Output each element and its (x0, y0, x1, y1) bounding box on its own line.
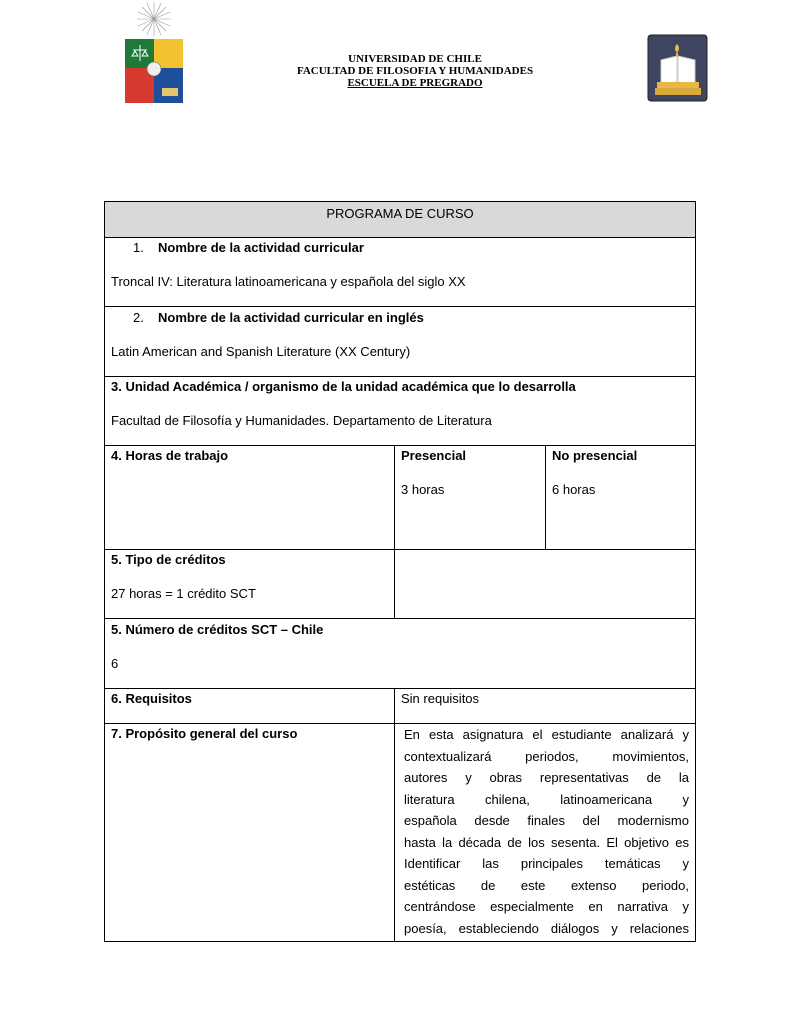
presencial-label: Presencial (401, 448, 467, 463)
section-7-label: 7. Propósito general del curso (111, 726, 298, 741)
section-3-value: Facultad de Filosofía y Humanidades. Departamento de Literatura (111, 413, 492, 428)
section-6-value: Sin requisitos (401, 691, 480, 706)
faculty-logo (647, 34, 709, 104)
section-7-label-cell (104, 723, 395, 942)
presencial-value: 3 horas (401, 482, 445, 497)
no-presencial-value: 6 horas (552, 482, 596, 497)
section-1-label: Nombre de la actividad curricular (158, 240, 364, 255)
section-1-number: 1. (133, 240, 144, 255)
paragraph-line: centrándose especialmente en narrativa y (404, 899, 689, 914)
section-2-value: Latin American and Spanish Literature (XX Century) (111, 344, 411, 359)
paragraph-line: Identificar las principales temáticas y (404, 856, 689, 871)
section-5a-label: 5. Tipo de créditos (111, 552, 226, 567)
no-presencial-label: No presencial (552, 448, 638, 463)
table-title-row (104, 201, 696, 238)
section-1-value: Troncal IV: Literatura latinoamericana y española del siglo XX (111, 274, 466, 289)
paragraph-line: autores y obras representativas de la (404, 770, 689, 785)
table-title: PROGRAMA DE CURSO (326, 206, 474, 221)
section-5a-empty-cell (394, 549, 696, 619)
section-5b-label: 5. Número de créditos SCT – Chile (111, 622, 324, 637)
section-5b-value: 6 (111, 656, 119, 671)
school-name: ESCUELA DE PREGRADO (347, 77, 483, 89)
paragraph-line: En esta asignatura el estudiante analizará y (404, 727, 689, 742)
paragraph-line: literatura chilena, latinoamericana y (404, 791, 689, 807)
faculty-name: FACULTAD DE FILOSOFIA Y HUMANIDADES (296, 65, 534, 77)
paragraph-line: poesía, estableciendo diálogos y relaciones (404, 920, 689, 936)
university-name: UNIVERSIDAD DE CHILE (348, 53, 482, 65)
section-2-label: Nombre de la actividad curricular en inglés (158, 310, 424, 325)
paragraph-line: contextualizará periodos, movimientos, (404, 748, 689, 764)
section-2-number: 2. (133, 310, 144, 325)
section-3-label: 3. Unidad Académica / organismo de la unidad académica que lo desarrolla (111, 379, 576, 394)
section-6-label: 6. Requisitos (111, 691, 192, 706)
section-5a-value: 27 horas = 1 crédito SCT (111, 586, 256, 601)
paragraph-line: hasta la década de los sesenta. El objetivo es (404, 834, 689, 850)
section-4-label: 4. Horas de trabajo (111, 448, 229, 463)
paragraph-line: española desde finales del modernismo (404, 813, 689, 828)
paragraph-line: estéticas de este extenso periodo, (404, 877, 689, 893)
